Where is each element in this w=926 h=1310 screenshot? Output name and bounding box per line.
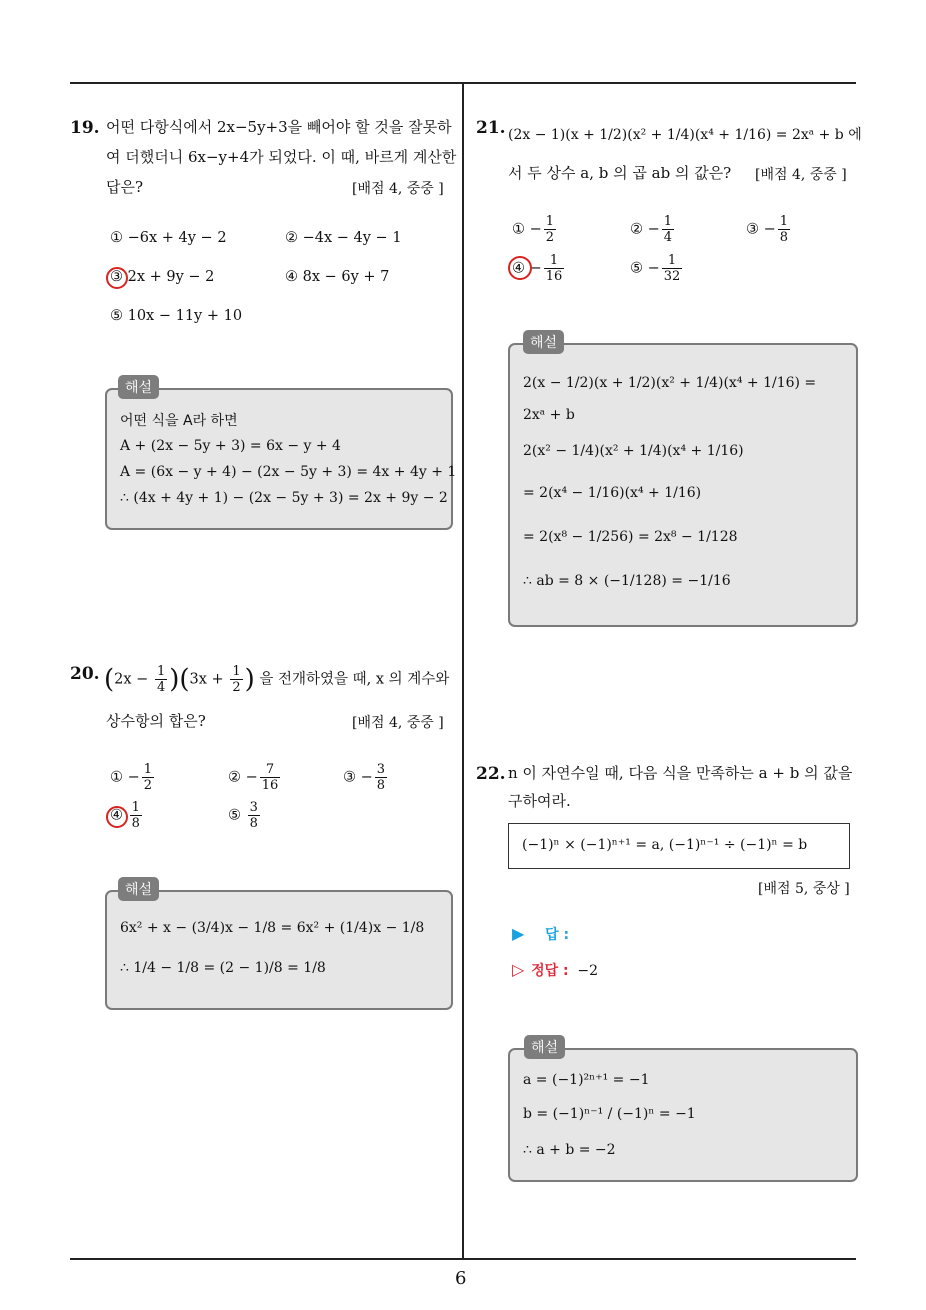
q20-line1: (2x − $\frac{1}{4}$ )(3x + $\frac{1}{2}$ ) 을 전개하였을 때, x 의 계수와 xyxy=(104,664,450,695)
q20-solution-line: 6x² + x − (3/4)x − 1/8 = 6x² + (1/4)x − 1/8 xyxy=(120,920,425,936)
choice-label: ③ − xyxy=(746,221,776,238)
q20-expr-a: 2x − xyxy=(114,671,149,688)
frac-denominator: 8 xyxy=(249,816,258,831)
frac-denominator: 8 xyxy=(376,778,386,793)
q19-choice-2[interactable]: ② −4x − 4y − 1 xyxy=(285,230,402,246)
frac-numerator: 1 xyxy=(779,214,789,229)
q20-number: 20. xyxy=(70,664,100,684)
q21-solution-line: 2(x² − 1/4)(x² + 1/4)(x⁴ + 1/16) xyxy=(523,443,744,459)
q22-answer-row xyxy=(512,924,569,944)
q19-solution-line: A + (2x − 5y + 3) = 6x − y + 4 xyxy=(120,438,341,454)
q21-solution-line: 2xᵃ + b xyxy=(523,407,575,423)
q20-solution-box xyxy=(105,890,453,1010)
frac-denominator: 16 xyxy=(261,778,279,793)
q21-choice-5[interactable] xyxy=(630,253,684,284)
choice-fraction xyxy=(662,253,683,284)
q20-choice-1[interactable] xyxy=(110,762,156,793)
choice-label: ⑤ − xyxy=(630,260,660,277)
frac-numerator: 1 xyxy=(143,762,153,777)
q21-score: [배점 4, 중중 ] xyxy=(755,167,847,183)
q20-solution-line: ∴ 1/4 − 1/8 = (2 − 1)/8 = 1/8 xyxy=(120,960,326,976)
choice-fraction xyxy=(544,253,565,284)
q20-frac2 xyxy=(230,664,242,695)
q19-solution-tab: 해설 xyxy=(118,375,159,399)
q22-solution-box xyxy=(508,1048,858,1182)
q22-line1: n 이 자연수일 때, 다음 식을 만족하는 a + b 의 값을 xyxy=(508,764,853,782)
q19-choice-4[interactable]: ④ 8x − 6y + 7 xyxy=(285,269,390,285)
q20-answer-mark-icon xyxy=(106,806,128,828)
q22-solution-line: b = (−1)ⁿ⁻¹ / (−1)ⁿ = −1 xyxy=(523,1106,696,1122)
q19-choice-5[interactable]: ⑤ 10x − 11y + 10 xyxy=(110,308,243,324)
frac-numerator: 1 xyxy=(544,253,565,269)
frac-numerator: 1 xyxy=(662,253,683,269)
q20-choice-3[interactable] xyxy=(343,762,389,793)
frac-numerator: 1 xyxy=(156,664,166,679)
choice-fraction xyxy=(260,762,281,793)
q21-solution-line: ∴ ab = 8 × (−1/128) = −1/16 xyxy=(523,573,731,589)
choice-fraction xyxy=(375,762,387,793)
frac-numerator: 1 xyxy=(545,214,555,229)
q21-answer-mark-icon xyxy=(508,256,532,280)
frac-denominator: 32 xyxy=(663,269,681,284)
q21-choice-1[interactable] xyxy=(512,214,558,245)
choice-label: ① − xyxy=(512,221,542,238)
q21-solution-box xyxy=(508,343,858,627)
q22-solution-line: a = (−1)²ⁿ⁺¹ = −1 xyxy=(523,1072,650,1088)
choice-fraction xyxy=(778,214,790,245)
frac-numerator: 3 xyxy=(376,762,386,777)
q21-solution-line: 2(x − 1/2)(x + 1/2)(x² + 1/4)(x⁴ + 1/16) = xyxy=(523,375,817,391)
choice-fraction xyxy=(248,800,260,831)
q19-line3: 답은? xyxy=(106,178,144,196)
page-number: 6 xyxy=(455,1268,467,1289)
q21-line2: 서 두 상수 a, b 의 곱 ab 의 값은? xyxy=(508,164,732,182)
column-divider xyxy=(462,82,464,1260)
q19-solution-box xyxy=(105,388,457,530)
choice-fraction xyxy=(662,214,674,245)
bottom-rule xyxy=(70,1258,856,1260)
q19-line1: 어떤 다항식에서 2x−5y+3을 빼어야 할 것을 잘못하 xyxy=(106,118,452,136)
q22-score: [배점 5, 중상 ] xyxy=(758,881,850,897)
choice-label: ① − xyxy=(110,769,140,786)
q22-correct-value: −2 xyxy=(577,963,599,979)
q21-choice-2[interactable] xyxy=(630,214,676,245)
q20-line1-rest: 을 전개하였을 때, x 의 계수와 xyxy=(254,671,450,688)
frac-denominator: 8 xyxy=(779,230,789,245)
q21-choice-3[interactable] xyxy=(746,214,792,245)
q19-choice-1[interactable]: ① −6x + 4y − 2 xyxy=(110,230,227,246)
q22-condition: (−1)ⁿ × (−1)ⁿ⁺¹ = a, (−1)ⁿ⁻¹ ÷ (−1)ⁿ = b xyxy=(522,837,808,853)
q20-line2: 상수항의 합은? xyxy=(106,712,206,730)
q20-choice-2[interactable] xyxy=(228,762,282,793)
frac-numerator: 1 xyxy=(131,800,140,815)
q20-solution-tab: 해설 xyxy=(118,877,159,901)
q19-solution-line: 어떤 식을 A라 하면 xyxy=(120,413,238,429)
q19-number: 19. xyxy=(70,118,100,138)
q20-choice-5[interactable] xyxy=(228,800,262,831)
q22-condition-box xyxy=(508,823,850,869)
q22-solution-tab: 해설 xyxy=(524,1035,565,1059)
choice-label: ③ − xyxy=(343,769,373,786)
frac-numerator: 1 xyxy=(663,214,673,229)
q19-score: [배점 4, 중중 ] xyxy=(352,181,444,197)
q19-solution-line: ∴ (4x + 4y + 1) − (2x − 5y + 3) = 2x + 9y − 2 xyxy=(120,490,448,506)
choice-label: ⑤ xyxy=(228,807,246,824)
frac-denominator: 16 xyxy=(545,269,563,284)
q22-solution-line: ∴ a + b = −2 xyxy=(523,1142,616,1158)
q22-line2: 구하여라. xyxy=(508,792,571,810)
q19-answer-mark-icon xyxy=(106,267,128,289)
play-icon: ▶ xyxy=(512,924,525,943)
frac-denominator: 8 xyxy=(131,816,140,831)
choice-label: ② − xyxy=(630,221,660,238)
q20-score: [배점 4, 중중 ] xyxy=(352,715,444,731)
choice-label: ④ − xyxy=(512,260,542,277)
q19-line2: 여 더했더니 6x−y+4가 되었다. 이 때, 바르게 계산한 xyxy=(106,148,457,166)
triangle-right-icon: ▷ xyxy=(512,960,525,979)
choice-fraction xyxy=(130,800,142,831)
q20-expr-b: 3x + xyxy=(189,671,224,688)
q19-choice-3[interactable]: ③ 2x + 9y − 2 xyxy=(110,269,215,285)
q21-line1: (2x − 1)(x + 1/2)(x² + 1/4)(x⁴ + 1/16) = 2xᵃ + b 에 xyxy=(508,127,862,143)
q21-number: 21. xyxy=(476,118,506,138)
frac-denominator: 4 xyxy=(663,230,673,245)
q21-solution-tab: 해설 xyxy=(523,330,564,354)
q21-solution-line: = 2(x⁸ − 1/256) = 2x⁸ − 1/128 xyxy=(523,529,738,545)
frac-numerator: 1 xyxy=(232,664,241,679)
q22-answer-label: 답 : xyxy=(545,927,570,943)
frac-numerator: 7 xyxy=(260,762,281,778)
frac-denominator: 4 xyxy=(156,680,166,695)
frac-numerator: 3 xyxy=(249,800,258,815)
q20-frac1 xyxy=(155,664,167,695)
frac-denominator: 2 xyxy=(545,230,555,245)
q19-solution-line: A = (6x − y + 4) − (2x − 5y + 3) = 4x + 4y + 1 xyxy=(120,464,457,480)
q21-solution-line: = 2(x⁴ − 1/16)(x⁴ + 1/16) xyxy=(523,485,702,501)
q22-number: 22. xyxy=(476,764,506,784)
frac-denominator: 2 xyxy=(232,680,241,695)
choice-label: ② − xyxy=(228,769,258,786)
frac-denominator: 2 xyxy=(143,778,153,793)
q22-correct-label: 정답 : xyxy=(531,963,569,979)
choice-fraction xyxy=(142,762,154,793)
q22-correct-row xyxy=(512,960,598,980)
choice-fraction xyxy=(544,214,556,245)
choice-label: ④ xyxy=(110,807,128,824)
